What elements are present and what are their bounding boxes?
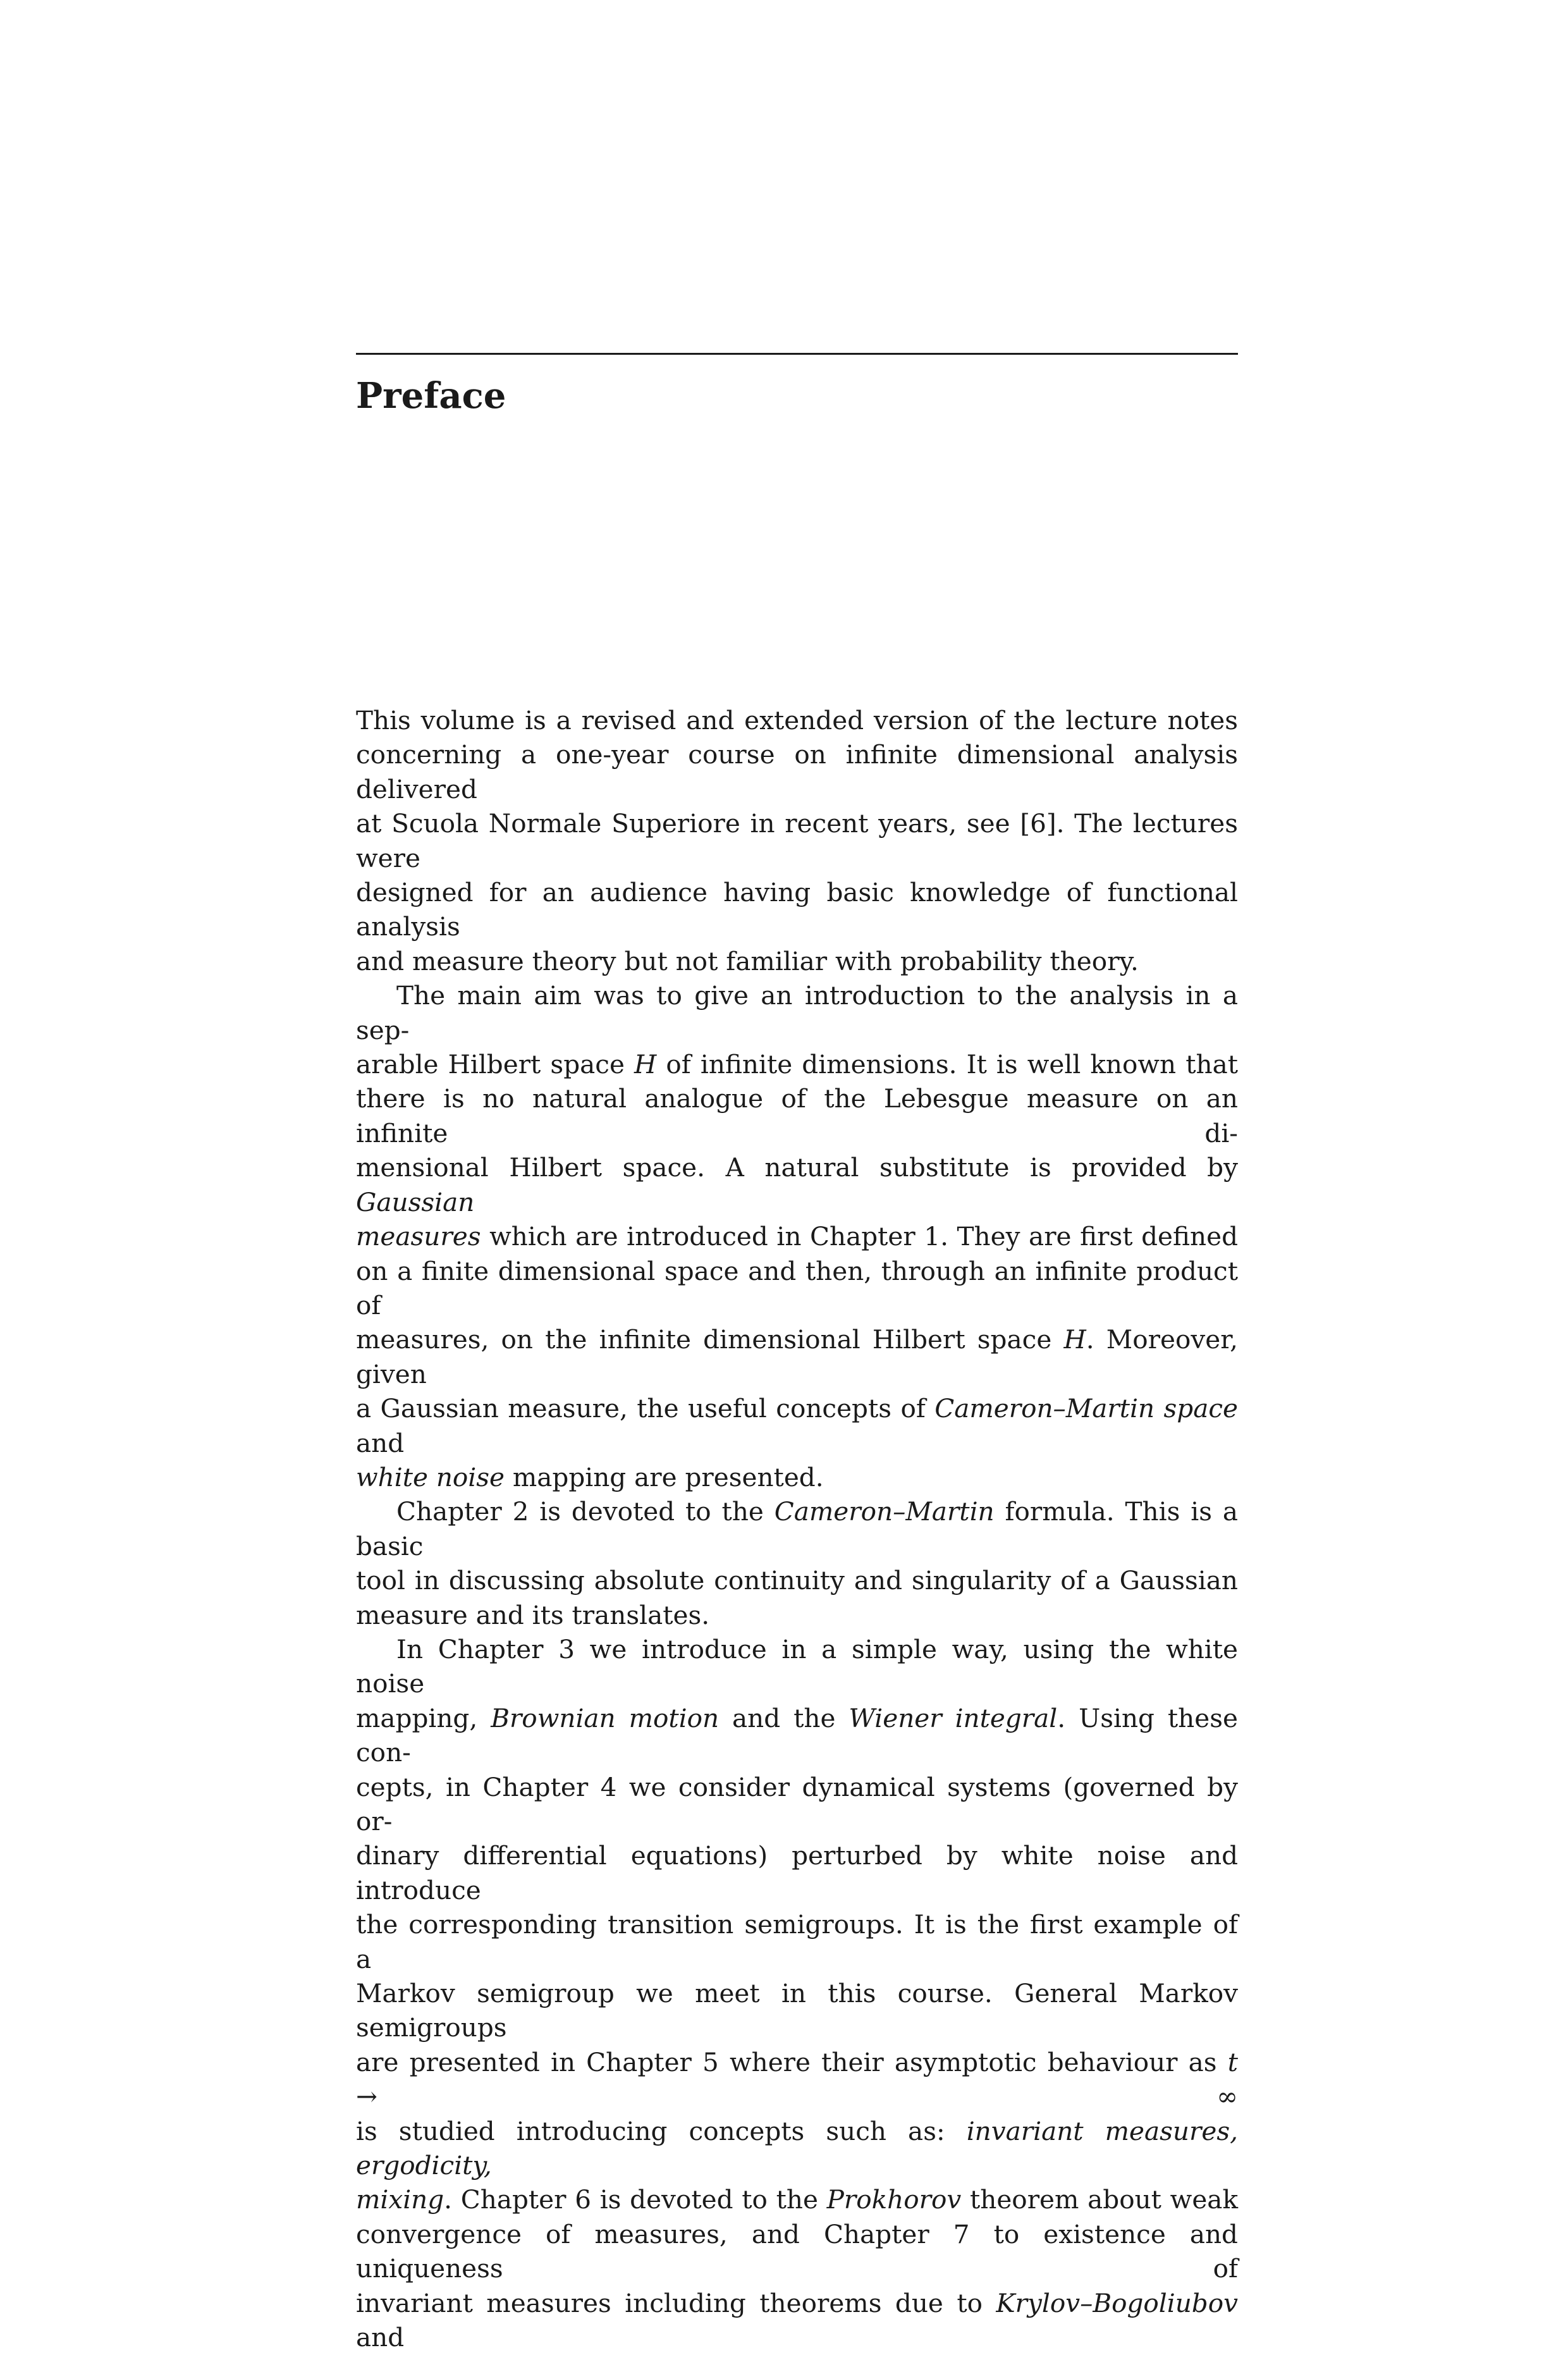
body-line: mapping, Brownian motion and the Wiener integral. Using these con- xyxy=(356,1702,1238,1768)
body-line: the corresponding transition semigroups. It is the first example of a xyxy=(356,1909,1238,1974)
body-line: at Scuola Normale Superiore in recent years, see [6]. The lectures were xyxy=(356,808,1238,873)
body-line: is studied introducing concepts such as: invariant measures, ergodicity, xyxy=(356,2115,1238,2181)
body-line: The main aim was to give an introduction to the analysis in a sep- xyxy=(356,980,1238,1045)
body-line: designed for an audience having basic knowledge of functional analysis xyxy=(356,877,1238,942)
body-line: measures, on the infinite dimensional Hilbert space H. Moreover, given xyxy=(356,1324,1238,1389)
page-title: Preface xyxy=(356,375,506,417)
body-line: tool in discussing absolute continuity and singularity of a Gaussian xyxy=(356,1565,1238,1596)
body-line: In Chapter 3 we introduce in a simple way, using the white noise xyxy=(356,1633,1238,1699)
body-line: Markov semigroup we meet in this course. General Markov semigroups xyxy=(356,1978,1238,2043)
body-line: mensional Hilbert space. A natural substitute is provided by Gaussian xyxy=(356,1152,1238,1217)
body-line: measures which are introduced in Chapter 1. They are first defined xyxy=(356,1221,1238,1252)
body-line: on a finite dimensional space and then, through an infinite product of xyxy=(356,1255,1238,1320)
body-line: cepts, in Chapter 4 we consider dynamical systems (governed by or- xyxy=(356,1771,1238,1836)
body-line: measure and its translates. xyxy=(356,1599,710,1630)
body-line: white noise mapping are presented. xyxy=(356,1461,824,1492)
body-line: there is no natural analogue of the Lebesgue measure on an infinite di- xyxy=(356,1083,1238,1148)
body-line: Chapter 2 is devoted to the Cameron–Martin formula. This is a basic xyxy=(356,1496,1238,1561)
body-line: a Gaussian measure, the useful concepts of Cameron–Martin space and xyxy=(356,1393,1238,1458)
body-line: mixing. Chapter 6 is devoted to the Prokhorov theorem about weak xyxy=(356,2184,1238,2215)
heading-rule xyxy=(356,353,1238,355)
body-line: dinary differential equations) perturbed by white noise and introduce xyxy=(356,1840,1238,1905)
body-line: are presented in Chapter 5 where their asymptotic behaviour as t → ∞ xyxy=(356,2046,1238,2112)
body-line: convergence of measures, and Chapter 7 to existence and uniqueness of xyxy=(356,2218,1238,2284)
body-line: This volume is a revised and extended version of the lecture notes xyxy=(356,705,1238,735)
body-line: and measure theory but not familiar with probability theory. xyxy=(356,945,1139,976)
body-line: arable Hilbert space H of infinite dimensions. It is well known that xyxy=(356,1049,1238,1080)
body-line: invariant measures including theorems due to Krylov–Bogoliubov and xyxy=(356,2287,1238,2353)
preface-body xyxy=(356,703,1238,2355)
body-line: concerning a one-year course on infinite dimensional analysis delivered xyxy=(356,739,1238,804)
